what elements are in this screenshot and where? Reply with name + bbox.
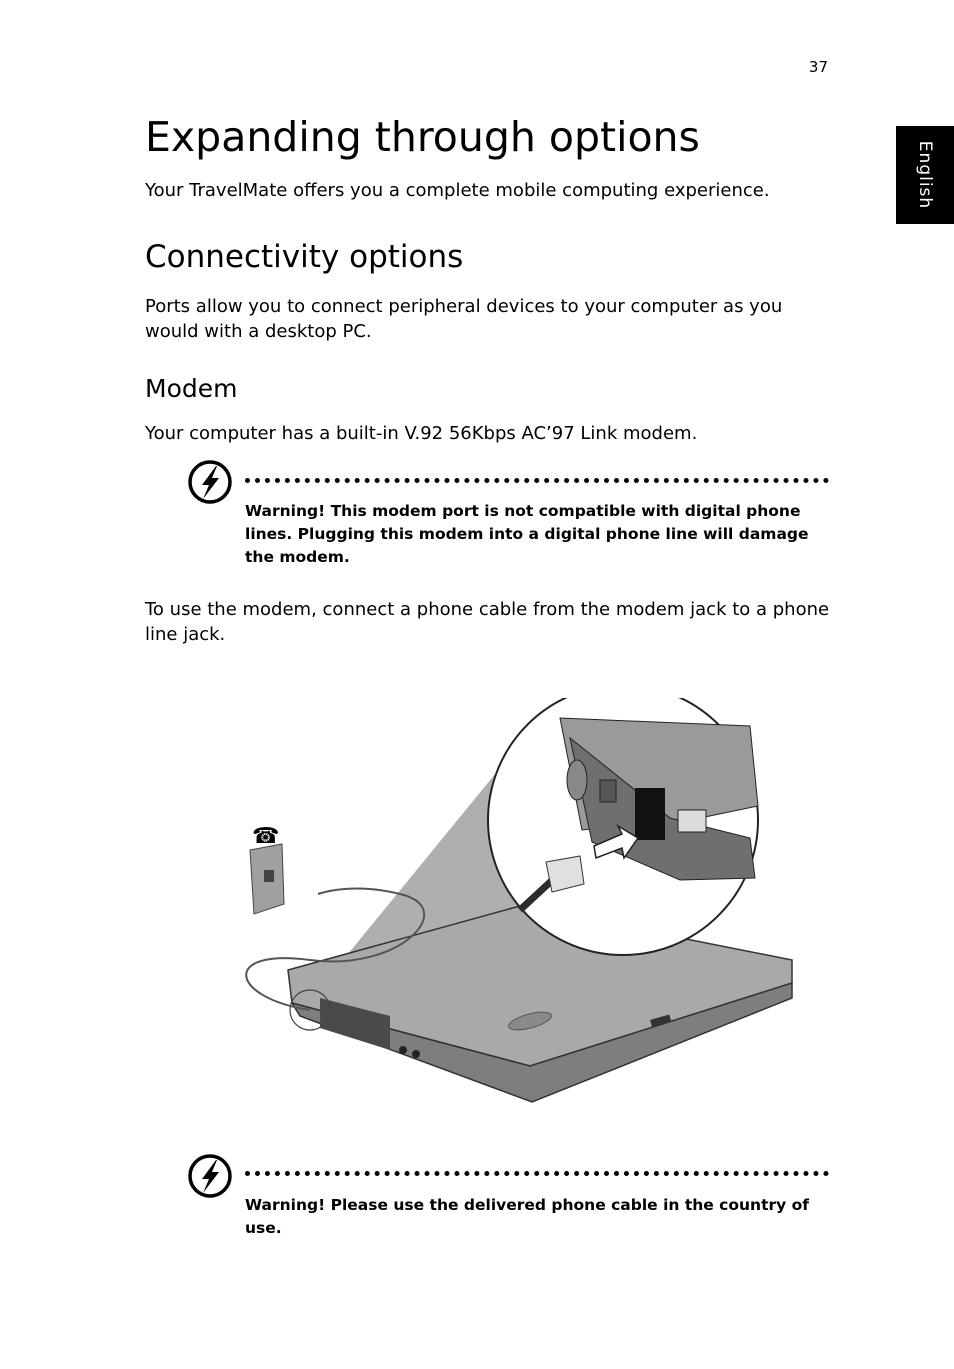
section-heading: Connectivity options <box>145 239 464 275</box>
warning-divider <box>245 1171 829 1176</box>
warning-text: Warning! This modem port is not compatible with digital phone lines. Plugging this modem into a digital phone line will damage the modem. <box>245 502 809 566</box>
language-tab-label: English <box>915 140 936 210</box>
warning-text: Warning! Please use the delivered phone cable in the country of use. <box>245 1196 810 1237</box>
wall-phone-jack <box>250 824 284 914</box>
warning-divider <box>245 478 829 483</box>
telephone-icon: ☎ <box>252 824 280 849</box>
usb-port <box>678 810 706 832</box>
modem-jack <box>635 788 665 840</box>
language-tab <box>896 126 954 224</box>
page-number: 37 <box>808 58 828 76</box>
subsection-text: Your computer has a built-in V.92 56Kbps AC’97 Link modem. <box>145 423 698 444</box>
section-text: Ports allow you to connect peripheral devices to your computer as you would with a desktop PC. <box>145 296 783 342</box>
instructions-text: To use the modem, connect a phone cable from the modem jack to a phone line jack. <box>145 599 830 645</box>
lightning-warning-icon <box>186 1152 234 1200</box>
modem-connection-illustration <box>230 698 810 1118</box>
lightning-warning-icon <box>186 458 234 506</box>
subsection-heading: Modem <box>145 374 238 403</box>
intro-text: Your TravelMate offers you a complete mobile computing experience. <box>145 180 770 201</box>
magnified-port-view <box>488 698 758 955</box>
page-title: Expanding through options <box>145 113 700 161</box>
